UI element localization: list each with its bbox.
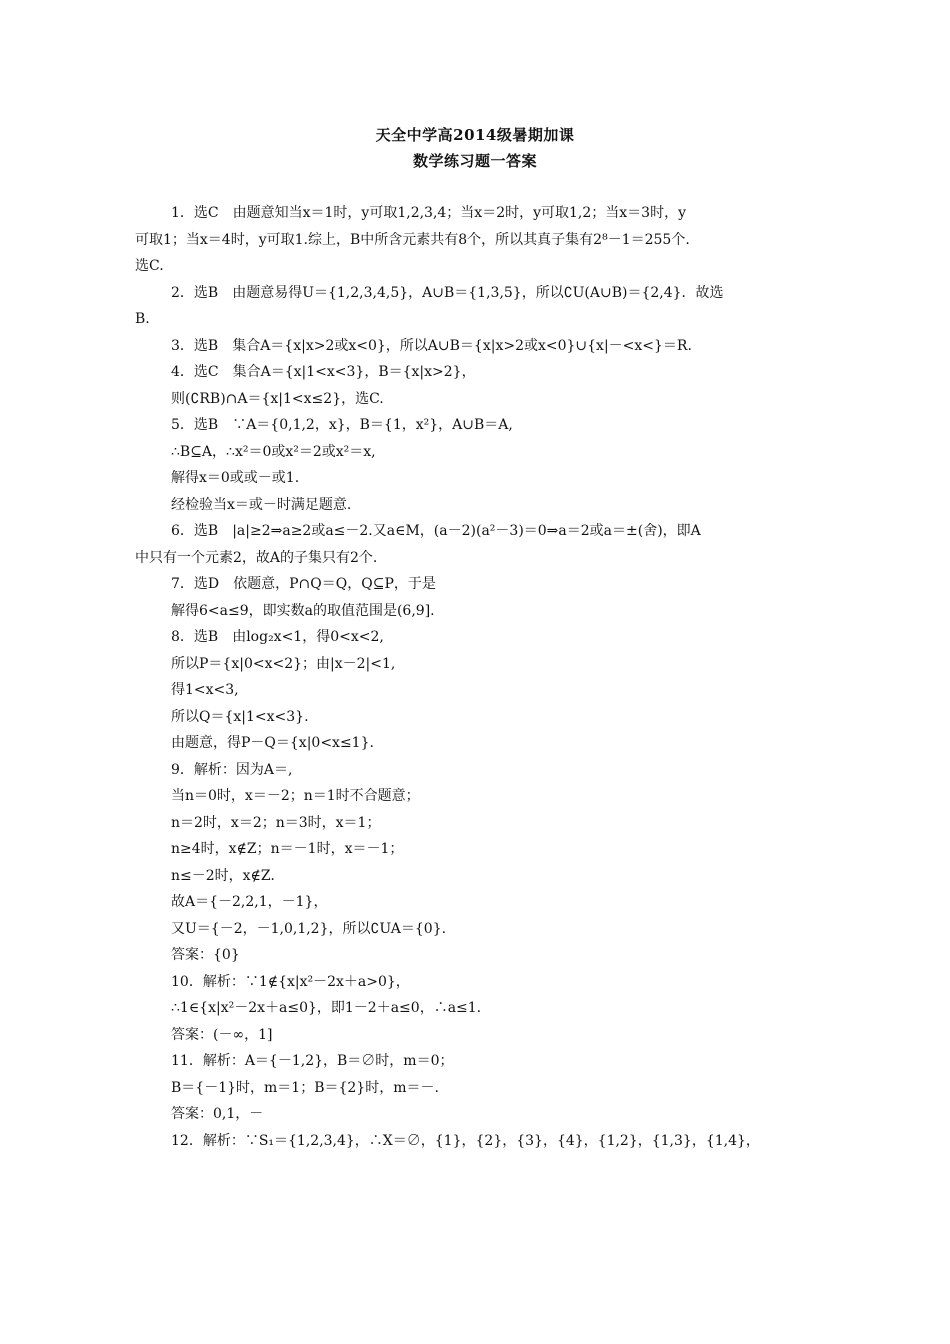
text-line: n＝2时，x＝2；n＝3时，x＝1； (171, 814, 381, 831)
text-line: 可取1；当x＝4时，y可取1.综上，B中所含元素共有8个，所以其真子集有2⁸－1＝255个. (135, 231, 690, 248)
text-line: B＝{－1}时，m＝1；B＝{2}时，m＝－. (171, 1079, 439, 1096)
text-line: 12．解析：∵S₁＝{1,2,3,4}，∴X＝∅，{1}，{2}，{3}，{4}，{1,2}，{1,3}，{1,4}， (171, 1132, 760, 1149)
text-line: 11．解析：A＝{－1,2}，B＝∅时，m＝0； (171, 1053, 454, 1069)
text-line: 2．选B 由题意易得U＝{1,2,3,4,5}，A∪B＝{1,3,5}，所以∁U(A∪B)＝{2,4}．故选 (171, 284, 724, 301)
document-subtitle: 数学练习题一答案 (412, 152, 537, 170)
text-line: 解得6<a≤9，即实数a的取值范围是(6,9]. (171, 602, 435, 619)
text-line: 选C. (135, 258, 164, 274)
text-line: 1．选C 由题意知当x＝1时，y可取1,2,3,4；当x＝2时，y可取1,2；当x＝3时，y (171, 205, 686, 221)
text-line: 故A＝{－2,2,1，－1}， (171, 894, 328, 910)
text-line: n≥4时，x∉Z；n＝－1时，x＝－1； (171, 841, 404, 857)
text-line: 10．解析：∵1∉{x|x²－2x＋a>0}， (171, 973, 410, 990)
document-title: 天全中学高2014级暑期加课 (375, 126, 575, 144)
text-line: 8．选B 由log₂x<1，得0<x<2, (171, 629, 384, 645)
text-line: 中只有一个元素2，故A的子集只有2个. (135, 549, 378, 566)
text-line: 经检验当x＝或－时满足题意. (171, 496, 352, 513)
text-line: 4．选C 集合A＝{x|1<x<3}，B＝{x|x>2}， (171, 364, 476, 380)
answer-content (135, 200, 825, 1154)
text-line: 答案：{0} (171, 947, 240, 963)
text-line: 9．解析：因为A＝, (171, 761, 293, 778)
text-line: 得1<x<3, (171, 682, 239, 698)
text-line: 则(∁RB)∩A＝{x|1<x≤2}，选C. (171, 390, 384, 407)
text-line: 5．选B ∵A＝{0,1,2，x}，B＝{1，x²}，A∪B＝A, (171, 417, 513, 433)
text-line: ∴B⊆A，∴x²＝0或x²＝2或x²＝x, (171, 443, 376, 460)
text-line: 7．选D 依题意，P∩Q＝Q，Q⊆P，于是 (171, 576, 436, 592)
text-line: B. (135, 311, 150, 327)
text-line: 6．选B |a|≥2⇒a≥2或a≤－2.又a∈M，(a－2)(a²－3)＝0⇒a＝2或a＝±(舍)，即A (171, 523, 701, 539)
text-line: 所以P＝{x|0<x<2}；由|x－2|<1, (171, 655, 396, 672)
text-line: 解得x＝0或或－或1. (171, 470, 300, 486)
text-line: n≤－2时，x∉Z. (171, 867, 275, 884)
text-line: 所以Q＝{x|1<x<3}. (171, 708, 309, 725)
text-line: 又U＝{－2，－1,0,1,2}，所以∁UA＝{0}. (171, 920, 447, 937)
text-line: ∴1∈{x|x²－2x＋a≤0}，即1－2＋a≤0，∴a≤1. (171, 1000, 482, 1016)
text-line: 当n＝0时，x＝－2；n＝1时不合题意； (171, 788, 420, 804)
text-line: 答案：(－∞，1] (171, 1026, 273, 1043)
text-line: 3．选B 集合A＝{x|x>2或x<0}，所以A∪B＝{x|x>2或x<0}∪{x|－<x<}＝R. (171, 337, 692, 354)
text-line: 由题意，得P－Q＝{x|0<x≤1}. (171, 735, 374, 751)
text-line: 答案：0,1，－ (171, 1106, 264, 1122)
